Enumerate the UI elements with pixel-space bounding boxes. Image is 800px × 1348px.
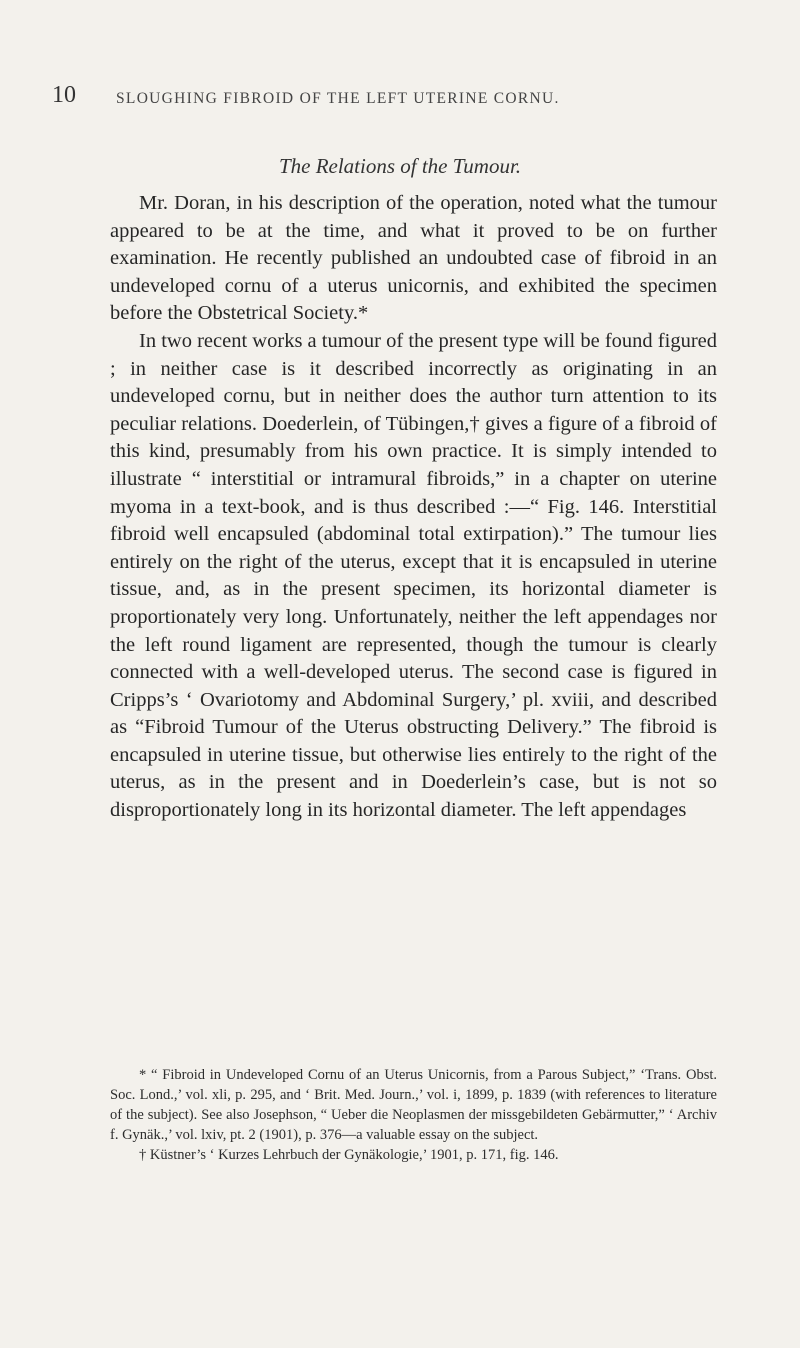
footnote: * “ Fibroid in Undeveloped Cornu of an Uterus Unicornis, from a Parous Subject,” ‘Trans. Obst. Soc. Lond.,’ vol. xli, p. 295, and ‘ Brit. Med. Journ.,’ vol. i, 1899, p. 1839 (with references to literature of the subject). See also Josephson, “ Ueber die Neoplasmen der missgebildeten Gebärmutter,” ‘ Archiv f. Gynäk.,’ vol. lxiv, pt. 2 (1901), p. 376—a valuable essay on the subject.: [110, 1067, 717, 1143]
paragraph: In two recent works a tumour of the present type will be found figured ; in neither case is it described incorrectly as originating in an undeveloped cornu, but in neither does the author turn attention to its peculiar relations. Doederlein, of Tübingen,† gives a figure of a fibroid of this kind, presumably from his own practice. It is simply intended to illustrate “ interstitial or intramural fibroids,” in a chapter on uterine myoma in a text-book, and is thus described :—“ Fig. 146. Interstitial fibroid well encapsuled (abdominal total extirpation).” The tumour lies entirely on the right of the uterus, except that it is encapsuled in uterine tissue, and, as in the present specimen, its horizontal diameter is proportionately very long. Unfortunately, neither the left appendages nor the left round ligament are represented, though the tumour is clearly connected with a well-developed uterus. The second case is figured in Cripps’s ‘ Ovariotomy and Abdominal Surgery,’ pl. xviii, and described as “Fibroid Tumour of the Uterus obstructing Delivery.” The fibroid is encapsuled in uterine tissue, but otherwise lies entirely to the right of the uterus, as in the present and in Doederlein’s case, but is not so disproportionately long in its horizontal diameter. The left appendages: [110, 329, 717, 822]
footnotes: [110, 1066, 717, 1166]
body-text: [110, 190, 717, 825]
page-header: [52, 82, 704, 112]
page-number: 10: [52, 82, 76, 108]
paragraph: Mr. Doran, in his description of the operation, noted what the tumour appeared to be at the time, and what it proved to be on further examination. He recently published an undoubted case of fibroid in an undeveloped cornu of a uterus unicornis, and exhibited the specimen before the Obstetrical Society.*: [110, 192, 717, 325]
section-title: The Relations of the Tumour.: [278, 154, 522, 178]
footnote: † Küstner’s ‘ Kurzes Lehrbuch der Gynäkologie,’ 1901, p. 171, fig. 146.: [139, 1146, 559, 1163]
running-head: SLOUGHING FIBROID OF THE LEFT UTERINE CORNU.: [116, 90, 560, 107]
